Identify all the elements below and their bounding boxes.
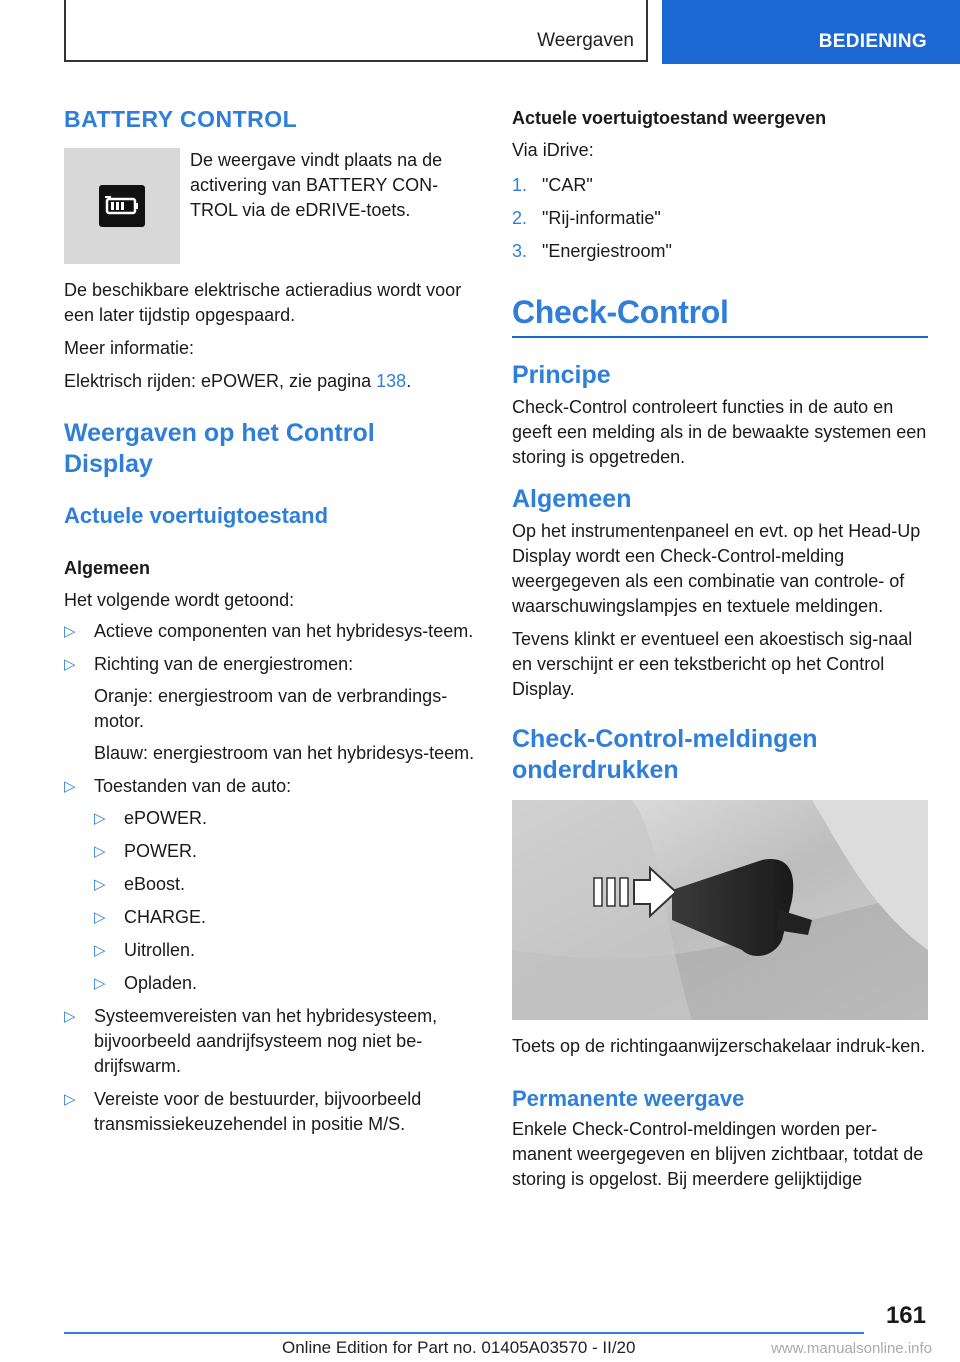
list-item: ▷ eBoost. (94, 872, 476, 897)
bullet-marker-icon: ▷ (94, 942, 106, 959)
list-item: ▷ Uitrollen. (94, 938, 476, 963)
general-text: Op het instrumentenpaneel en evt. op het Head-Up Display wordt een Check-Control-melding weergegeven als een combinatie van controle- of waarschuwingslampjes en textuele meldingen. (512, 521, 921, 616)
bullet-marker-icon: ▷ (64, 1008, 76, 1025)
list-item: ▷ Richting van de energiestromen: Oranje: energiestroom van de verbrandings-motor. Blauw: energiestroom van het hybridesys-teem. (64, 652, 476, 766)
principle-text: Check-Control controleert functies in de auto en geeft een melding als in de bewaakte systemen een storing is opgetreden. (512, 397, 927, 467)
battery-icon (99, 185, 145, 227)
more-info-label: Meer informatie: (64, 338, 195, 358)
list-item: 1. "CAR" (512, 175, 593, 195)
photo-caption: Toets op de richtingaanwijzerschakelaar indruk-ken. (512, 1036, 926, 1056)
heading-rule (512, 336, 928, 338)
turn-signal-stalk-photo (512, 800, 928, 1020)
idrive-steps (512, 173, 928, 264)
bullet-marker-icon: ▷ (94, 975, 106, 992)
general-text-2: Tevens klinkt er eventueel een akoestisch sig-naal en verschijnt er een tekstbericht op het Control Display. (512, 629, 913, 699)
list-item: ▷ Toestanden van de auto: ▷ ePOWER. ▷ POWER. ▷ eBoost. ▷ CHARGE. ▷ Uitrollen. ▷ Opladen. (64, 774, 476, 996)
list-item: ▷ POWER. (94, 839, 476, 864)
suppress-heading: Check-Control-meldingen onderdrukken (512, 725, 818, 784)
battery-intro (64, 148, 476, 270)
bullet-marker-icon: ▷ (94, 810, 106, 827)
more-info-reference: Elektrisch rijden: ePOWER, zie pagina 138. (64, 371, 412, 391)
show-state-heading: Actuele voertuigtoestand weergeven (512, 108, 827, 128)
list-item: 2. "Rij-informatie" (512, 208, 661, 228)
bullet-marker-icon: ▷ (94, 876, 106, 893)
battery-control-heading: BATTERY CONTROL (64, 106, 298, 132)
list-item: 3. "Energiestroom" (512, 241, 672, 261)
list-item: ▷ Vereiste voor de bestuurder, bijvoorbeeld transmissiekeuzehendel in positie M/S. (64, 1089, 422, 1134)
range-paragraph: De beschikbare elektrische actieradius wordt voor een later tijdstip opgespaard. (64, 280, 462, 325)
bullet-marker-icon: ▷ (64, 1091, 76, 1108)
bullet-marker-icon: ▷ (64, 623, 76, 640)
page-link-138[interactable]: 138 (376, 371, 407, 391)
permanent-heading: Permanente weergave (512, 1086, 745, 1111)
footer-edition: Online Edition for Part no. 01405A03570 - II/20 (282, 1338, 636, 1357)
header-section-title: Weergaven (537, 30, 634, 51)
shown-intro: Het volgende wordt getoond: (64, 590, 295, 610)
bullet-marker-icon: ▷ (64, 778, 76, 795)
principle-heading: Principe (512, 361, 611, 389)
general-heading: Algemeen (512, 485, 632, 513)
footer-rule (64, 1332, 864, 1334)
list-item: ▷ Opladen. (94, 971, 476, 996)
bullet-marker-icon: ▷ (94, 909, 106, 926)
energy-orange-text: Oranje: energiestroom van de verbrandings-motor. (94, 686, 448, 731)
control-display-heading: Weergaven op het Control Display (64, 419, 375, 478)
header-chapter-label: BEDIENING (818, 31, 927, 52)
check-control-heading: Check-Control (512, 294, 729, 330)
list-item: ▷ CHARGE. (94, 905, 476, 930)
battery-control-text: De weergave vindt plaats na de activering van BATTERY CON-TROL via de eDRIVE-toets. (190, 150, 443, 220)
page-number: 161 (885, 1302, 926, 1329)
list-item: ▷ Systeemvereisten van het hybridesysteem, bijvoorbeeld aandrijfsysteem nog niet be-drijfswarm. (64, 1006, 438, 1076)
state-list (94, 806, 476, 996)
general-subheading: Algemeen (64, 558, 151, 578)
vehicle-state-heading: Actuele voertuigtoestand (64, 503, 329, 528)
shown-list (64, 619, 476, 1137)
bullet-marker-icon: ▷ (94, 843, 106, 860)
header-chapter-tab[interactable] (662, 0, 960, 64)
list-item: ▷ Actieve componenten van het hybridesys-teem. (64, 619, 476, 644)
via-idrive-label: Via iDrive: (512, 140, 594, 160)
bullet-marker-icon: ▷ (64, 656, 76, 673)
energy-blue-text: Blauw: energiestroom van het hybridesys-teem. (94, 743, 475, 763)
right-column (512, 100, 928, 1192)
footer-watermark[interactable]: www.manualsonline.info (771, 1340, 932, 1357)
list-item: ▷ ePOWER. (94, 806, 476, 831)
header-left-frame (64, 0, 648, 62)
left-column (64, 100, 476, 1145)
permanent-text: Enkele Check-Control-meldingen worden per-manent weergegeven en blijven zichtbaar, totdat de storing is opgelost. Bij meerdere gelijktijdige (512, 1119, 924, 1189)
battery-control-icon-panel (64, 148, 180, 264)
